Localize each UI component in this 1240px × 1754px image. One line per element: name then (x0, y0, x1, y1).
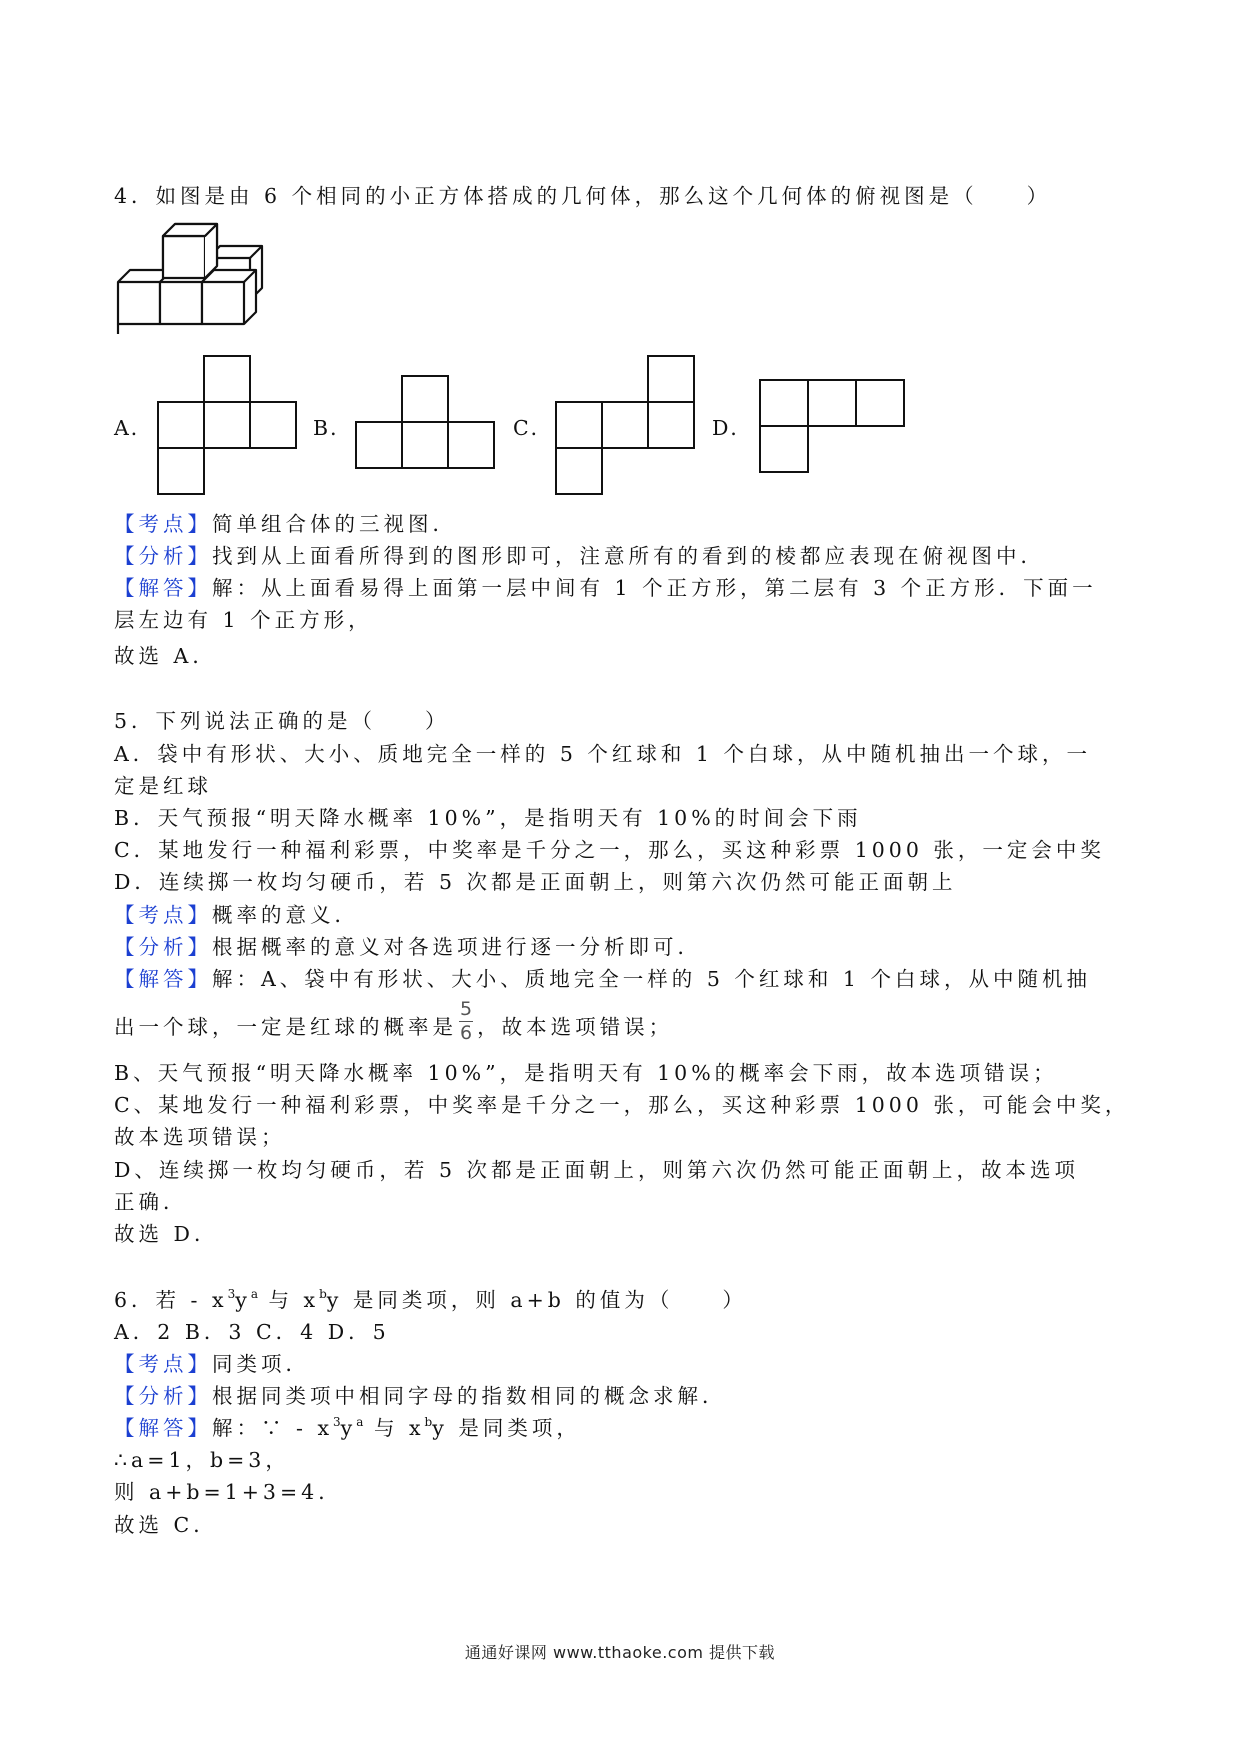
q5-option-b: B．天气预报“明天降水概率 10%”，是指明天有 10%的时间会下雨 (114, 806, 862, 830)
q6-step-1: ∴a=1，b=3， (114, 1448, 290, 1472)
q5-option-d: D．连续掷一枚均匀硬币，若 5 次都是正面朝上，则第六次仍然可能正面朝上 (114, 870, 957, 894)
q5-kaodian: 【考点】概率的意义． (114, 903, 359, 927)
q5-conclusion: 故选 D． (114, 1222, 219, 1246)
q4-solid-figure (110, 222, 270, 338)
q4-option-a-figure (158, 356, 298, 496)
q4-stem: 4．如图是由 6 个相同的小正方体搭成的几何体，那么这个几何体的俯视图是（ ） (114, 184, 1052, 208)
q6-stem: 6．若 - $x^3y^a$ 与 $x^by$ 是同类项，则 a+b 的值为（ ） (114, 1287, 747, 1312)
q5-jieda-d: D、连续掷一枚均匀硬币，若 5 次都是正面朝上，则第六次仍然可能正面朝上，故本选项 (114, 1158, 1080, 1182)
q5-jieda-d-cont: 正确． (114, 1190, 188, 1214)
q4-fenxi: 【分析】找到从上面看所得到的图形即可，注意所有的看到的棱都应表现在俯视图中． (114, 544, 1045, 568)
q4-option-c-figure (556, 356, 696, 496)
q5-jieda-c-cont: 故本选项错误； (114, 1125, 286, 1149)
q4-conclusion: 故选 A． (114, 644, 217, 668)
q4-jieda: 【解答】解：从上面看易得上面第一层中间有 1 个正方形，第二层有 3 个正方形．下面一 (114, 576, 1097, 600)
q4-option-b-figure (356, 376, 496, 472)
page-footer: 通通好课网 www.tthaoke.com 提供下载 (464, 1643, 776, 1662)
q5-option-a-cont: 定是红球 (114, 774, 212, 798)
q4-option-b-label: B． (313, 416, 353, 440)
q4-option-c-label: C． (513, 416, 554, 440)
q4-jieda-cont: 层左边有 1 个正方形， (114, 608, 373, 632)
q4-kaodian: 【考点】简单组合体的三视图． (114, 512, 457, 536)
q5-jieda-line2: 出一个球，一定是红球的概率是 $\frac{5}{6}$ ，故本选项错误； (114, 998, 674, 1044)
q4-option-a-label: A． (114, 416, 154, 440)
q6-fenxi: 【分析】根据同类项中相同字母的指数相同的概念求解． (114, 1384, 727, 1408)
q6-step-2: 则 a+b=1+3=4． (114, 1480, 343, 1504)
q6-options: A．2 B．3 C．4 D．5 (114, 1320, 390, 1344)
q5-option-c: C．某地发行一种福利彩票，中奖率是千分之一，那么，买这种彩票 1000 张，一定会中奖 (114, 838, 1105, 862)
q5-option-a: A．袋中有形状、大小、质地完全一样的 5 个红球和 1 个白球，从中随机抽出一个球，一 (114, 742, 1091, 766)
q5-jieda: 【解答】解：A、袋中有形状、大小、质地完全一样的 5 个红球和 1 个白球，从中随机抽 (114, 967, 1091, 991)
q4-option-d-figure (760, 380, 904, 476)
q5-fenxi: 【分析】根据概率的意义对各选项进行逐一分析即可． (114, 935, 702, 959)
fraction-five-sixths: $\frac{5}{6}$ (460, 998, 473, 1044)
q6-jieda: 【解答】解：∵ - $x^3y^a$ 与 $x^by$ 是同类项， (114, 1415, 581, 1440)
q5-jieda-c: C、某地发行一种福利彩票，中奖率是千分之一，那么，买这种彩票 1000 张，可能会中奖， (114, 1093, 1130, 1117)
q5-jieda-b: B、天气预报“明天降水概率 10%”，是指明天有 10%的概率会下雨，故本选项错误； (114, 1061, 1058, 1085)
q4-option-d-label: D． (712, 416, 753, 440)
q5-stem: 5．下列说法正确的是（ ） (114, 709, 450, 733)
q6-kaodian: 【考点】同类项． (114, 1352, 310, 1376)
q6-conclusion: 故选 C． (114, 1513, 218, 1537)
